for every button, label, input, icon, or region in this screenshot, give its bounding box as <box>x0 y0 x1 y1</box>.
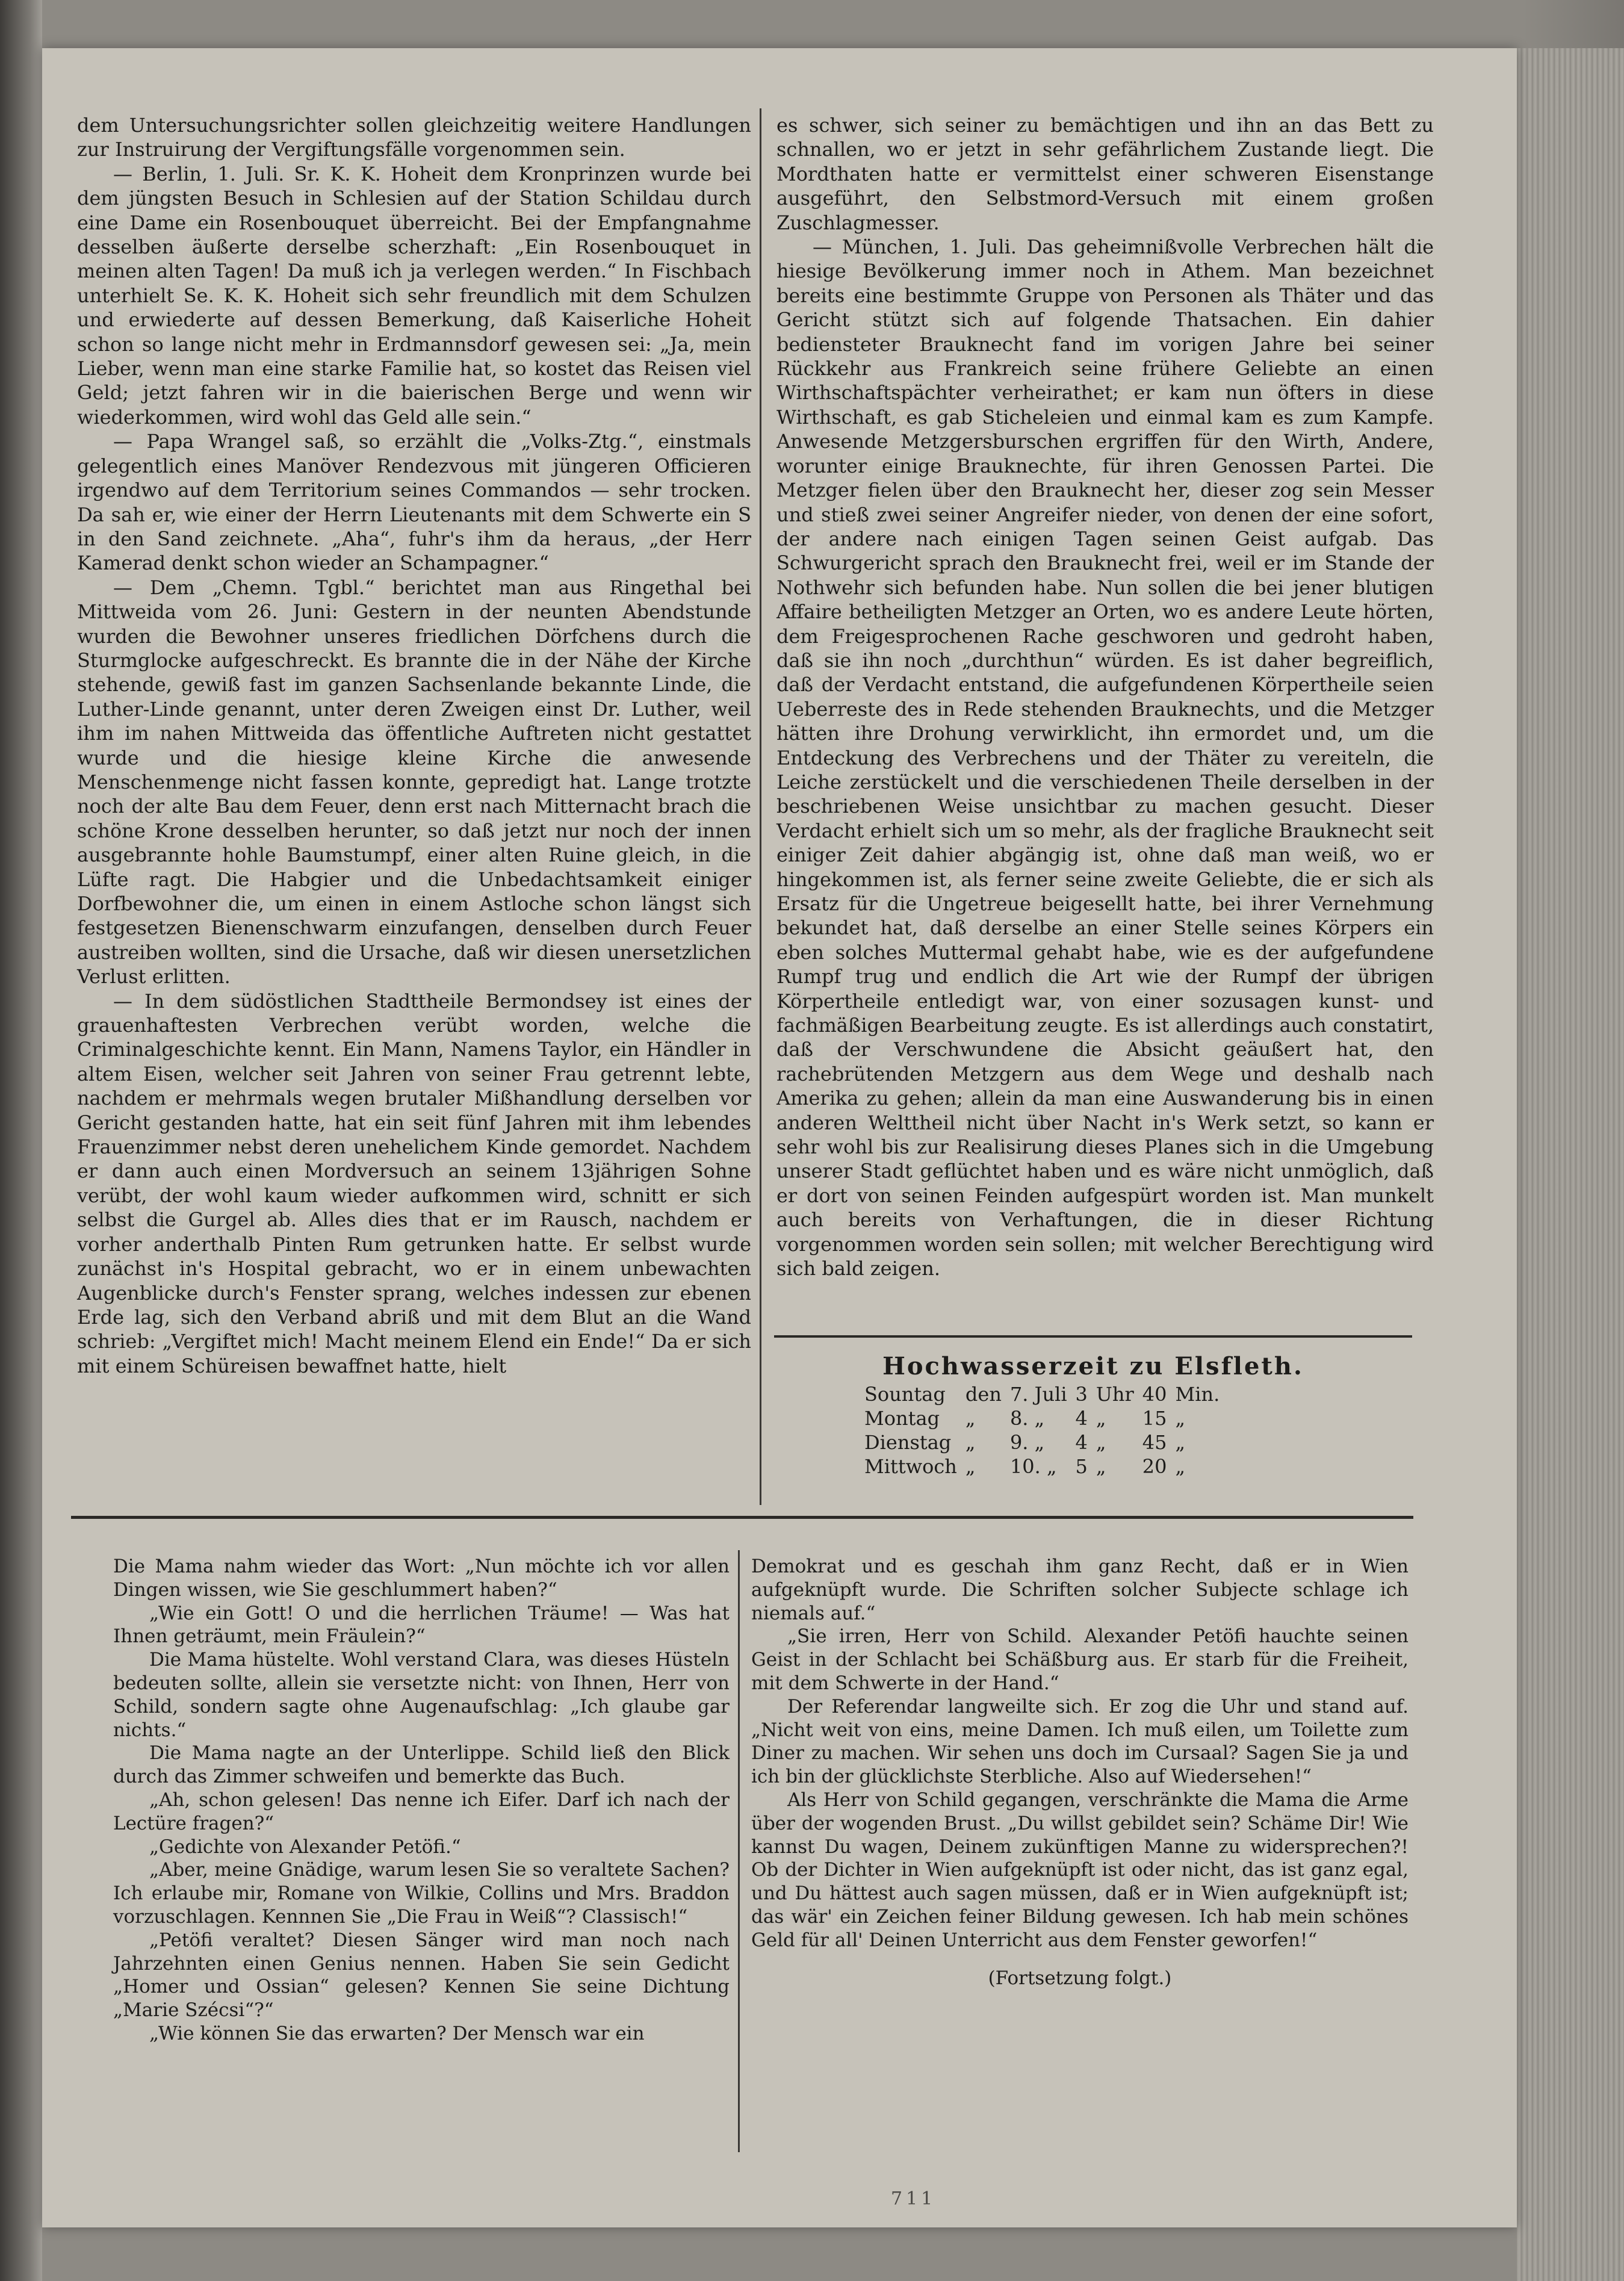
story-paragraph: Als Herr von Schild gegangen, verschränkte die Mama die Arme über der wogenden Brust. „Du willst gebildet sein? Schäme Dir! Wie kannst Du wagen, Deinem zukünftigen Manne zu widersprechen?! Ob der Dichter in Wien aufgeknüpft ist oder nicht, das ist ganz egal, und Du hättest auch sagen müssen, daß er in Wien aufgeknüpft ist; das wär' ein Zeichen feiner Bildung gewesen. Ich hab mein schönes Geld für all' Deinen Unterricht aus dem Fenster geworfen!“ <box>751 1789 1409 1951</box>
table-row <box>864 1454 1228 1479</box>
tide-hour-unit: „ <box>1096 1407 1106 1430</box>
page-edges <box>1517 48 1624 2281</box>
tide-minutes: 20 <box>1142 1455 1167 1478</box>
tide-day: Sountag <box>864 1383 946 1406</box>
table-row <box>864 1382 1228 1406</box>
tide-hour: 4 <box>1075 1431 1088 1454</box>
tide-minutes: 45 <box>1142 1431 1167 1454</box>
tide-date: 7. Juli <box>1009 1383 1067 1406</box>
table-row <box>864 1430 1228 1454</box>
section-rule <box>774 1335 1412 1338</box>
tide-hour-unit: Uhr <box>1096 1383 1134 1406</box>
feuilleton-column-left <box>113 1555 730 2046</box>
book-spine <box>0 0 42 2281</box>
table-row <box>864 1406 1228 1430</box>
article-paragraph: — Papa Wrangel saß, so erzählt die „Volks-Ztg.“, einstmals gelegentlich eines Manöver Rendezvous mit jüngeren Officieren irgendwo auf dem Territorium seines Commandos — sehr trocken. Da sah er, wie einer der Herrn Lieutenants mit dem Schwerte ein S in den Sand zeichnete. „Aha“, fuhr's ihm da heraus, „der Herr Kamerad denkt schon wieder an Schampagner.“ <box>77 430 751 575</box>
column-top-right <box>776 113 1434 1281</box>
tide-minutes-unit: Min. <box>1175 1383 1220 1406</box>
tide-day: Mittwoch <box>864 1455 957 1478</box>
tide-minutes-unit: „ <box>1175 1431 1186 1454</box>
tide-minutes-unit: „ <box>1175 1407 1186 1430</box>
column-top-left <box>77 113 751 1378</box>
story-paragraph: Demokrat und es geschah ihm ganz Recht, daß er in Wien aufgeknüpft wurde. Die Schriften solcher Subjecte schlage ich niemals auf.“ <box>751 1556 1409 1624</box>
tide-hour: 3 <box>1075 1383 1088 1406</box>
tide-prep: „ <box>965 1407 976 1430</box>
page-number: 711 <box>891 2188 937 2209</box>
tide-hour: 5 <box>1075 1455 1088 1478</box>
feuilleton-divider <box>738 1550 740 2152</box>
article-paragraph: — Berlin, 1. Juli. Sr. K. K. Hoheit dem Kronprinzen wurde bei dem jüngsten Besuch in Schlesien auf der Station Schildau durch eine Dame ein Rosenbouquet überreicht. Bei der Empfangnahme desselben äußerte derselbe scherzhaft: „Ein Rosenbouquet in meinen alten Tagen! Da muß ich ja verlegen werden.“ In Fischbach unterhielt Se. K. K. Hoheit sich sehr freundlich mit dem Schulzen und erwiederte auf dessen Bemerkung, daß Kaiserliche Hoheit schon so lange nicht mehr in Erdmannsdorf gewesen sei: „Ja, mein Lieber, wenn man eine starke Familie hat, so kostet das Reisen viel Geld; jetzt fahren wir in die baierischen Berge und wenn wir wiederkommen, wird wohl das Geld alle sein.“ <box>77 162 751 429</box>
feuilleton-rule <box>71 1516 1413 1519</box>
article-paragraph: dem Untersuchungsrichter sollen gleichzeitig weitere Handlungen zur Instruirung der Vergiftungsfälle vorgenommen sein. <box>77 114 751 161</box>
tide-date: 10. „ <box>1009 1455 1057 1478</box>
story-paragraph: „Gedichte von Alexander Petöfi.“ <box>149 1836 461 1858</box>
feuilleton-column-right <box>751 1555 1409 1990</box>
tide-day: Dienstag <box>864 1431 952 1454</box>
tide-minutes-unit: „ <box>1175 1455 1186 1478</box>
article-paragraph: — In dem südöstlichen Stadttheile Bermondsey ist eines der grauenhaftesten Verbrechen verübt worden, welche die Criminalgeschichte kennt. Ein Mann, Namens Taylor, ein Händler in altem Eisen, welcher seit Jahren von seiner Frau getrennt lebte, nachdem er mehrmals wegen brutaler Mißhandlung derselben vor Gericht gestanden hatte, hat ein seit fünf Jahren mit ihm lebendes Frauenzimmer nebst deren unehelichem Kinde gemordet. Nachdem er dann auch einen Mordversuch an seinem 13jährigen Sohne verübt, der wohl kaum wieder aufkommen wird, schnitt er sich selbst die Gurgel ab. Alles dies that er im Rausch, nachdem er vorher anderthalb Pinten Rum getrunken hatte. Er selbst wurde zunächst in's Hospital gebracht, wo er in einem unbewachten Augenblicke durch's Fenster sprang, welches indessen zur ebenen Erde lag, sich den Verband abriß und mit dem Blut an die Wand schrieb: „Vergiftet mich! Macht meinem Elend ein Ende!“ Da er sich mit einem Schüreisen bewaffnet hatte, hielt <box>77 989 751 1377</box>
tide-prep: den <box>965 1383 1002 1406</box>
story-paragraph: Die Mama nahm wieder das Wort: „Nun möchte ich vor allen Dingen wissen, wie Sie geschlummert haben?“ <box>113 1556 730 1601</box>
tide-minutes: 15 <box>1142 1407 1167 1430</box>
story-paragraph: „Aber, meine Gnädige, warum lesen Sie so veraltete Sachen? Ich erlaube mir, Romane von Wilkie, Collins und Mrs. Braddon vorzuschlagen. Kennnen Sie „Die Frau in Weiß“? Classisch!“ <box>113 1859 730 1928</box>
article-paragraph: es schwer, sich seiner zu bemächtigen und ihn an das Bett zu schnallen, wo er jetzt in sehr gefährlichem Zustande liegt. Die Mordthaten hatte er vermittelst einer schweren Eisenstange ausgeführt, den Selbstmord-Versuch mit einem großen Zuschlagmesser. <box>776 114 1434 234</box>
tide-title: Hochwasserzeit zu Elsfleth. <box>882 1352 1304 1380</box>
story-paragraph: Die Mama hüstelte. Wohl verstand Clara, was dieses Hüsteln bedeuten sollte, allein sie versetzte nicht: von Ihnen, Herr von Schild, sondern sagte ohne Augenaufschlag: „Ich glaube gar nichts.“ <box>113 1649 730 1741</box>
tide-prep: „ <box>965 1431 976 1454</box>
article-paragraph: — München, 1. Juli. Das geheimnißvolle Verbrechen hält die hiesige Bevölkerung immer noch in Athem. Man bezeichnet bereits eine bestimmte Gruppe von Personen als Thäter und das Gericht stützt sich auf folgende Thatsachen. Ein dahier bediensteter Brauknecht fand im vorigen Jahre bei seiner Rückkehr aus Frankreich seine frühere Geliebte an einen Wirthschaftspächter verheirathet; er kam nun öfters in diese Wirthschaft, es gab Sticheleien und einmal kam es zum Kampfe. Anwesende Metzgersburschen ergriffen für den Wirth, Andere, worunter einige Brauknechte, für ihren Genossen Partei. Die Metzger fielen über den Brauknecht her, dieser zog sein Messer und stieß zwei seiner Angreifer nieder, von denen der eine sofort, der andere nach einigen Tagen seinen Geist aufgab. Das Schwurgericht sprach den Brauknecht frei, weil er im Stande der Nothwehr sich befunden habe. Nun sollen die bei jener blutigen Affaire betheiligten Metzger an Orten, wo es andere Leute hörten, dem Freigesprochenen Rache geschworen und gedroht haben, daß sie ihn noch „durchthun“ würden. Es ist daher begreiflich, daß der Verdacht entstand, die aufgefundenen Körpertheile seien Ueberreste des in Rede stehenden Brauknechts, und die Metzger hätten ihre Drohung verwirklicht, ihn ermordet und, um die Entdeckung des Verbrechens und der Thäter zu vereiteln, die Leiche zerstückelt und die verschiedenen Theile derselben in der beschriebenen Weise unsichtbar zu machen gesucht. Dieser Verdacht erhielt sich um so mehr, als der fragliche Brauknecht seit einiger Zeit dahier abgängig ist, ohne daß man weiß, wo er hingekommen ist, als ferner seine zweite Geliebte, die er sich als Ersatz für die Ungetreue beigesellt hatte, bei ihrer Vernehmung bekundet hat, daß derselbe an einer Stelle seines Körpers ein eben solches Muttermal gehabt habe, wie es der aufgefundene Rumpf trug und endlich die Art wie der Rumpf der übrigen Körpertheile entledigt war, von einer sozusagen kunst- und fachmäßigen Bearbeitung zeugte. Es ist allerdings auch constatirt, daß der Verschwundene die Absicht geäußert hat, den rachebrütenden Metzgern aus dem Wege und deshalb nach Amerika zu gehen; allein da man eine Auswanderung bis in einen anderen Welttheil nicht über Nacht in's Werk setzt, so kann er sehr wohl bis zur Realisirung dieses Planes sich in die Umgebung unserer Stadt geflüchtet haben und es wäre nicht unmöglich, daß er dort von seinen Feinden aufgespürt worden ist. Man munkelt auch bereits von Verhaftungen, die in dieser Richtung vorgenommen worden sein sollen; mit welcher Berechtigung wird sich bald zeigen. <box>776 235 1434 1280</box>
tide-hour: 4 <box>1075 1407 1088 1430</box>
story-paragraph: „Petöfi veraltet? Diesen Sänger wird man noch nach Jahrzehnten einen Genius nennen. Haben Sie sein Gedicht „Homer und Ossian“ gelesen? Kennen Sie seine Dichtung „Marie Szécsi“?“ <box>113 1929 730 2022</box>
tide-date: 9. „ <box>1009 1431 1045 1454</box>
continuation-note: (Fortsetzung folgt.) <box>988 1967 1172 1989</box>
story-paragraph: Der Referendar langweilte sich. Er zog die Uhr und stand auf. „Nicht weit von eins, meine Damen. Ich muß eilen, um Toilette zum Diner zu machen. Wir sehen uns doch im Cursaal? Sagen Sie ja und ich bin der glücklichste Sterbliche. Also auf Wiedersehen!“ <box>751 1695 1409 1788</box>
tide-prep: „ <box>965 1455 976 1478</box>
story-paragraph: Die Mama nagte an der Unterlippe. Schild ließ den Blick durch das Zimmer schweifen und bemerkte das Buch. <box>113 1742 730 1788</box>
tide-table-box <box>774 1352 1412 1479</box>
story-paragraph: „Wie können Sie das erwarten? Der Mensch war ein <box>149 2022 645 2044</box>
story-paragraph: „Sie irren, Herr von Schild. Alexander Petöfi hauchte seinen Geist in der Schlacht bei Schäßburg aus. Er starb für die Freiheit, mit dem Schwerte in der Hand.“ <box>751 1625 1409 1694</box>
tide-table <box>864 1382 1228 1479</box>
column-divider <box>760 108 761 1505</box>
tide-hour-unit: „ <box>1096 1455 1106 1478</box>
story-paragraph: „Wie ein Gott! O und die herrlichen Träume! — Was hat Ihnen geträumt, mein Fräulein?“ <box>113 1602 730 1648</box>
tide-day: Montag <box>864 1407 940 1430</box>
tide-date: 8. „ <box>1009 1407 1045 1430</box>
story-paragraph: „Ah, schon gelesen! Das nenne ich Eifer. Darf ich nach der Lectüre fragen?“ <box>113 1789 730 1834</box>
tide-hour-unit: „ <box>1096 1431 1106 1454</box>
article-paragraph: — Dem „Chemn. Tgbl.“ berichtet man aus Ringethal bei Mittweida vom 26. Juni: Gestern in der neunten Abendstunde wurden die Bewohner unseres friedlichen Dörfchens durch die Sturmglocke aufgeschreckt. Es brannte die in der Nähe der Kirche stehende, gewiß fast im ganzen Sachsenlande bekannte Linde, die Luther-Linde genannt, unter deren Zweigen einst Dr. Luther, weil ihm im nahen Mittweida das öffentliche Auftreten nicht gestattet wurde und die hiesige kleine Kirche die anwesende Menschenmenge nicht fassen konnte, gepredigt hat. Lange trotzte noch der alte Bau dem Feuer, denn erst nach Mitternacht brach die schöne Krone desselben herunter, so daß jetzt nur noch der innen ausgebrannte hohle Baumstumpf, einer alten Ruine gleich, in die Lüfte ragt. Die Habgier und die Unbedachtsamkeit einiger Dorfbewohner die, um einen in einem Astloche schon längst sich festgesetzen Bienenschwarm einzufangen, denselben durch Feuer austreiben wollten, sind die Ursache, daß wir diesen unersetzlichen Verlust erlitten. <box>77 576 751 988</box>
tide-minutes: 40 <box>1142 1383 1167 1406</box>
